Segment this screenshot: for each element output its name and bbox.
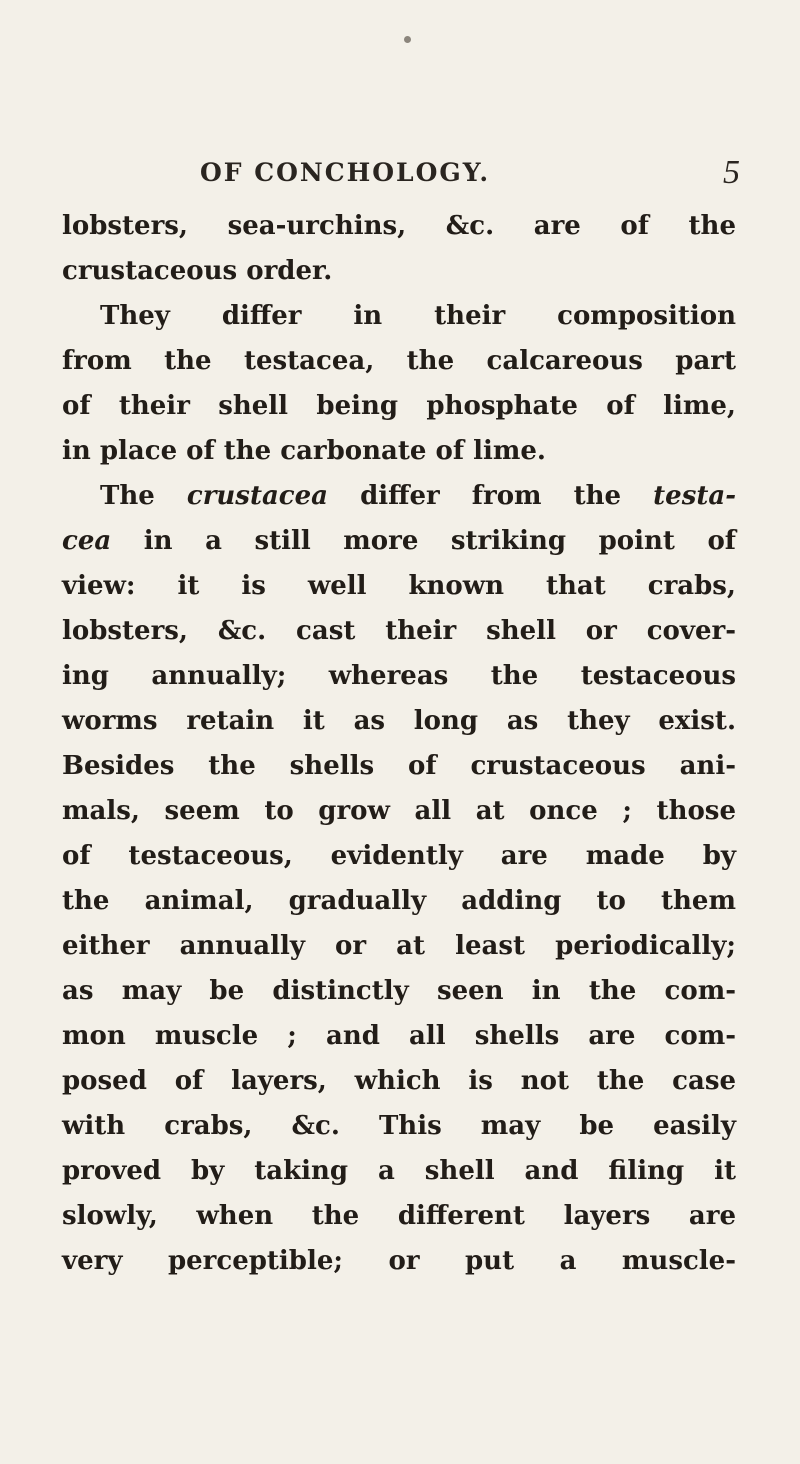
text-line: of testaceous, evidently are made by (62, 841, 736, 871)
text-line (62, 474, 736, 519)
text-line: very perceptible; or put a muscle- (62, 1246, 736, 1276)
italic-term: testa- (653, 481, 736, 511)
text-segment: in a still more striking point of (111, 526, 736, 556)
text-line: mals, seem to grow all at once ; those (62, 796, 736, 826)
italic-term: cea (62, 526, 112, 556)
text-line: crustaceous order. (62, 256, 333, 286)
ink-dot (404, 36, 411, 43)
text-line (62, 519, 736, 564)
running-head: OF CONCHOLOGY. (200, 158, 491, 187)
text-line: in place of the carbonate of lime. (62, 436, 546, 466)
text-line: lobsters, sea-urchins, &c. are of the (62, 211, 736, 241)
text-line: either annually or at least periodically; (62, 931, 736, 961)
text-line: as may be distinctly seen in the com- (62, 976, 736, 1006)
text-line: with crabs, &c. This may be easily (62, 1111, 736, 1141)
text-line: lobsters, &c. cast their shell or cover- (62, 616, 736, 646)
text-line: proved by taking a shell and filing it (62, 1156, 736, 1186)
body-text (62, 204, 736, 1284)
page-number: 5 (723, 154, 740, 191)
text-line: view: it is well known that crabs, (62, 571, 736, 601)
page-header (200, 154, 740, 198)
italic-term: crustacea (186, 481, 329, 511)
text-line: Besides the shells of crustaceous ani- (62, 751, 736, 781)
text-segment: differ from the (328, 481, 654, 511)
text-line: ing annually; whereas the testaceous (62, 661, 736, 691)
text-segment: The (100, 481, 187, 511)
text-line: from the testacea, the calcareous part (62, 346, 736, 376)
text-line: mon muscle ; and all shells are com- (62, 1021, 736, 1051)
text-line: slowly, when the different layers are (62, 1201, 736, 1231)
text-line: of their shell being phosphate of lime, (62, 391, 736, 421)
text-line: posed of layers, which is not the case (62, 1066, 736, 1096)
text-line: They differ in their composition (100, 301, 736, 331)
text-line: worms retain it as long as they exist. (62, 706, 736, 736)
text-line: the animal, gradually adding to them (62, 886, 736, 916)
